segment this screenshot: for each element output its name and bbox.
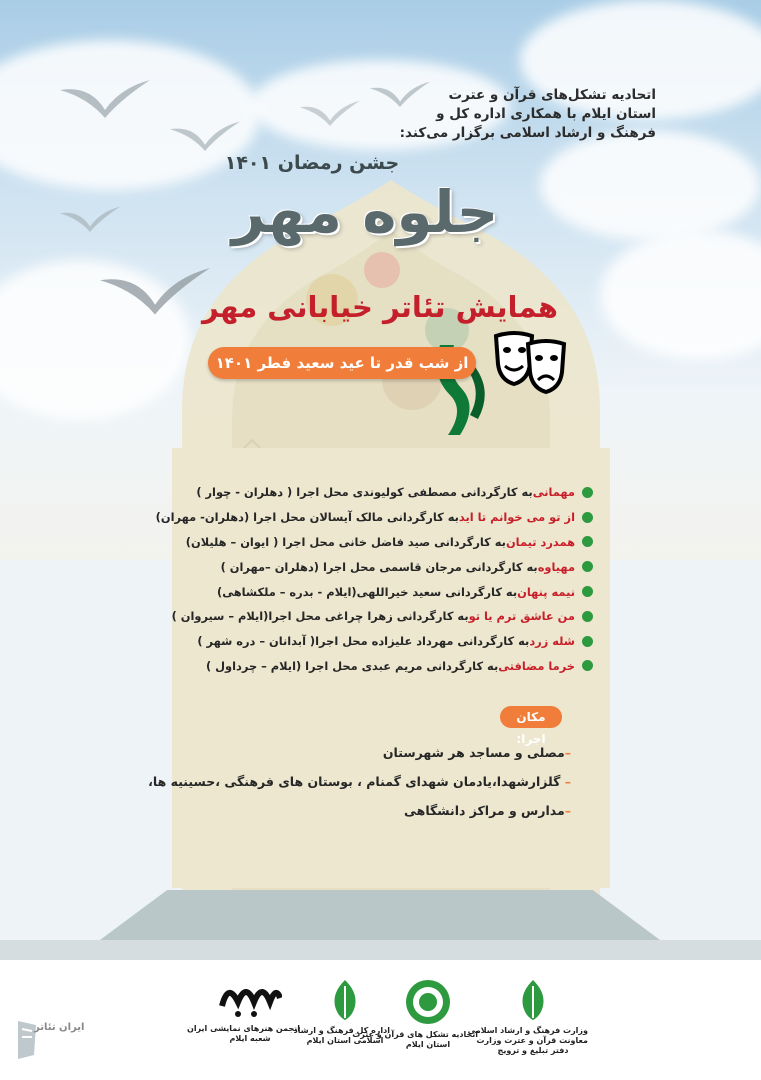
theatre-society-logo: انجمن هنرهای نمایشی ایران شعبه ایلام bbox=[200, 978, 300, 1044]
venue-item: –مدارس و مراکز دانشگاهی bbox=[404, 803, 571, 818]
organizer-line: استان ایلام با همکاری اداره کل و bbox=[436, 106, 656, 122]
bullet-icon bbox=[582, 611, 593, 622]
watermark-text: ایران تئاتر bbox=[34, 1022, 85, 1033]
performance-details: به کارگردانی مصطفی کولیوندی محل اجرا ( دهلران - چوار ) bbox=[196, 485, 533, 500]
performance-details: به کارگردانی سعید خیراللهی(ایلام - بدره – ملکشاهی) bbox=[216, 584, 518, 599]
performance-title: از تو می خوانم تا اید bbox=[458, 510, 575, 525]
arch-base bbox=[100, 890, 660, 940]
bullet-icon bbox=[582, 487, 593, 498]
list-item bbox=[155, 505, 593, 530]
emblem-icon bbox=[513, 978, 553, 1022]
society-mark-icon bbox=[218, 978, 282, 1020]
festival-label: جشن رمضان ۱۴۰۱ bbox=[224, 152, 400, 174]
dash-icon: – bbox=[564, 745, 571, 760]
organizer-line: اتحادیه تشکل‌های قرآن و عترت bbox=[448, 87, 656, 103]
emblem-icon bbox=[325, 978, 365, 1022]
list-item bbox=[173, 554, 593, 579]
venue-item: – گلزارشهدا،یادمان شهدای گمنام ، بوستان های فرهنگی ،حسینیه ها، bbox=[148, 774, 571, 789]
performance-title: شله زرد bbox=[529, 634, 575, 649]
dash-icon: – bbox=[564, 774, 571, 789]
venue-label: مکان اجرا: bbox=[500, 706, 562, 728]
bullet-icon bbox=[582, 561, 593, 572]
list-item bbox=[173, 604, 593, 629]
organizer-text bbox=[326, 86, 656, 143]
date-badge: از شب قدر تا عید سعید فطر ۱۴۰۱ bbox=[208, 347, 476, 379]
union-logo: اتحادیه تشکل های قرآن و عترت استان ایلام bbox=[378, 978, 478, 1050]
performance-title: خرما مضافتی bbox=[498, 658, 575, 673]
performance-details: به کارگردانی زهرا چراغی محل اجرا(ایلام – سیروان ) bbox=[171, 609, 469, 624]
performance-details: به کارگردانی مالک آیسالان محل اجرا (دهلران- مهران) bbox=[155, 510, 459, 525]
performance-details: به کارگردانی صید فاضل خانی محل اجرا ( ایوان – هلیلان) bbox=[185, 534, 506, 549]
list-item bbox=[173, 579, 593, 604]
seal-icon bbox=[404, 978, 452, 1026]
performance-details: به کارگردانی مرجان قاسمی محل اجرا (دهلران –مهران ) bbox=[220, 559, 538, 574]
ground bbox=[0, 940, 761, 960]
performance-title: مهیاوه bbox=[537, 559, 575, 574]
bullet-icon bbox=[582, 660, 593, 671]
directorate-logo: اداره کل فرهنگ و ارشاد اسلامی استان ایلام bbox=[300, 978, 390, 1046]
list-item bbox=[173, 530, 593, 555]
bird-icon bbox=[60, 205, 120, 235]
bird-icon bbox=[170, 120, 240, 154]
event-title: جلوه مهر bbox=[231, 178, 499, 246]
performance-title: همدرد تیمان bbox=[505, 534, 575, 549]
ministry-logo: وزارت فرهنگ و ارشاد اسلامی معاونت قرآن و عترت وزارت دفتر تبلیغ و ترویج bbox=[478, 978, 588, 1056]
venue-item: –مصلی و مساجد هر شهرستان bbox=[382, 745, 571, 760]
performance-list bbox=[155, 480, 593, 678]
performance-title: نیمه پنهان bbox=[517, 584, 575, 599]
organizer-line: فرهنگ و ارشاد اسلامی برگزار می‌کند: bbox=[399, 125, 656, 141]
bullet-icon bbox=[582, 512, 593, 523]
list-item bbox=[173, 654, 593, 679]
list-item bbox=[173, 629, 593, 654]
performance-details: به کارگردانی مریم عبدی محل اجرا (ایلام – چرداول ) bbox=[206, 658, 499, 673]
performance-title: من عاشق ترم یا تو bbox=[468, 609, 575, 624]
venue-list bbox=[131, 738, 571, 825]
bullet-icon bbox=[582, 586, 593, 597]
performance-details: به کارگردانی مهرداد علیزاده محل اجرا( آبدانان – دره شهر ) bbox=[197, 634, 530, 649]
bird-icon bbox=[60, 80, 150, 120]
event-subtitle: همایش تئاتر خیابانی مهر bbox=[202, 290, 558, 324]
bullet-icon bbox=[582, 636, 593, 647]
bullet-icon bbox=[582, 536, 593, 547]
dash-icon: – bbox=[564, 803, 571, 818]
list-item bbox=[173, 480, 593, 505]
performance-title: مهمانی bbox=[532, 485, 575, 500]
theatre-masks-icon bbox=[492, 330, 568, 400]
